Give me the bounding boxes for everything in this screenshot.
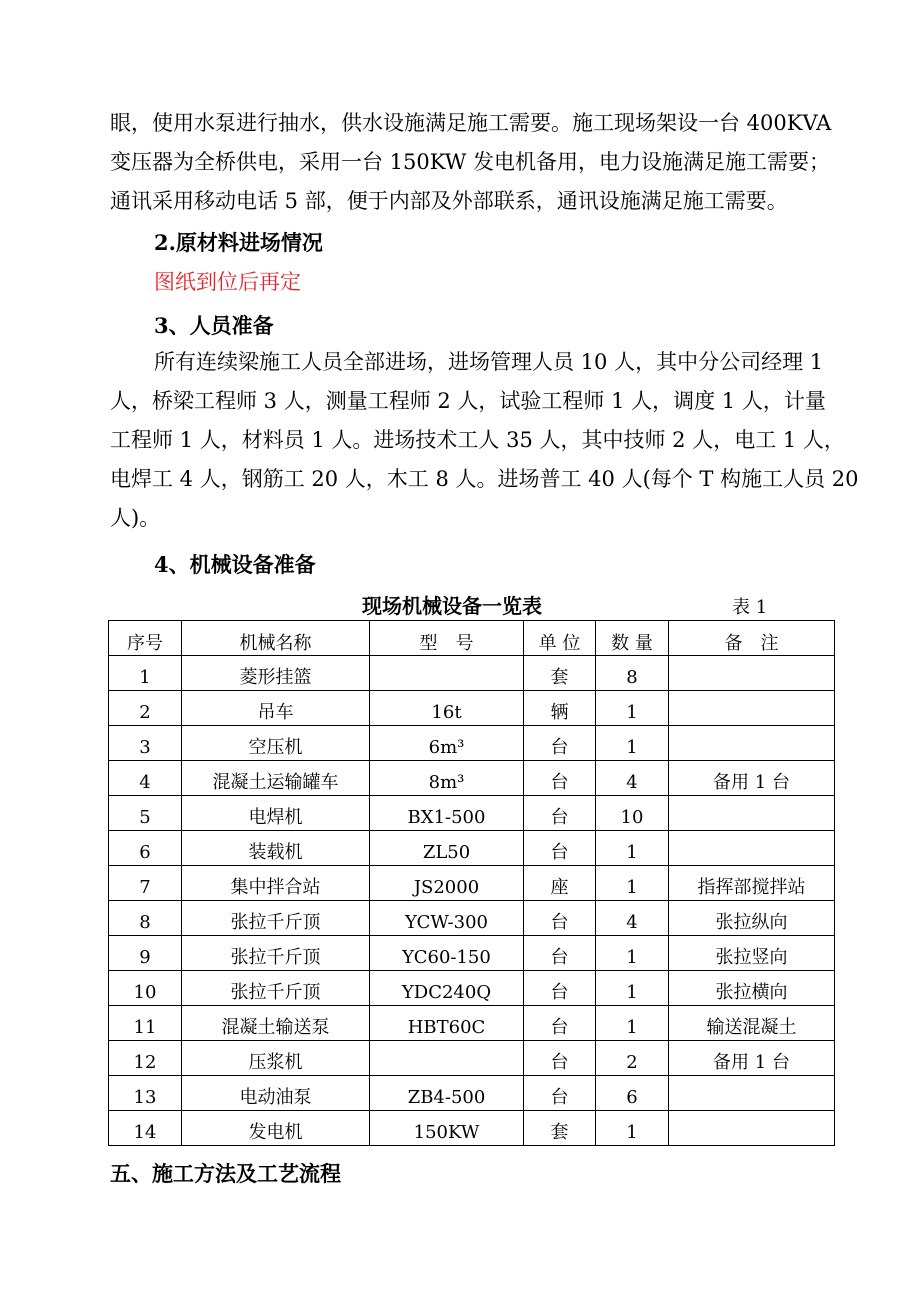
section-4-heading: 4、机械设备准备 [154,552,316,577]
table-cell [109,971,182,1006]
header-cell: 备 注 [669,621,835,656]
table-cell [669,1041,835,1076]
cell-text: 输送混凝土 [706,1017,797,1038]
cell-text: 台 [550,772,569,793]
cell-text: 张拉竖向 [715,947,788,968]
cell-text: 14 [133,1122,157,1143]
cell-text: 电焊机 [248,807,303,828]
table-row [109,1006,835,1041]
cell-text: 张拉横向 [715,982,788,1003]
cell-text: 台 [550,807,569,828]
cell-text: 4 [626,772,638,793]
text-line: 所有连续梁施工人员全部进场，进场管理人员 10 人，其中分公司经理 1 [154,350,824,374]
table-cell [370,1111,524,1146]
cell-text: 7 [139,877,151,898]
table-row [109,796,835,831]
table-cell [109,831,182,866]
cell-text: HBT60C [407,1017,486,1038]
table-cell [524,1006,596,1041]
cell-text: 13 [133,1087,157,1108]
table-cell [596,761,669,796]
table-cell [524,831,596,866]
table-cell [370,726,524,761]
table-cell [109,1111,182,1146]
table-cell [596,866,669,901]
table-cell [524,796,596,831]
intro-paragraph [110,104,836,221]
cell-text: BX1-500 [407,807,486,828]
cell-text: 1 [626,842,638,863]
cell-text: JS2000 [413,877,480,898]
table-number: 表 1 [732,597,768,618]
table-cell [669,691,835,726]
cell-text: 8m³ [428,772,465,793]
table-cell [182,691,370,726]
table-header-row [109,621,835,656]
cell-text: 12 [133,1052,157,1073]
table-cell [182,726,370,761]
table-cell [370,691,524,726]
table-cell [669,936,835,971]
cell-text: 5 [139,807,151,828]
table-cell [524,1041,596,1076]
table-cell [669,796,835,831]
cell-text: 压浆机 [248,1052,303,1073]
cell-text: 台 [550,1052,569,1073]
table-cell [109,1041,182,1076]
table-cell [669,1006,835,1041]
table-cell [669,866,835,901]
cell-text: 台 [550,737,569,758]
text-line: 变压器为全桥供电，采用一台 150KW 发电机备用，电力设施满足施工需要； [110,150,830,174]
table-row [109,936,835,971]
cell-text: 备用 1 台 [713,772,790,793]
table-cell [370,1041,524,1076]
table-cell [109,656,182,691]
cell-text: 张拉千斤顶 [230,982,321,1003]
cell-text: 1 [626,702,638,723]
table-cell [524,936,596,971]
table-cell [669,971,835,1006]
cell-text: 台 [550,1087,569,1108]
table-cell [596,796,669,831]
cell-text: 6m³ [428,737,465,758]
cell-text: 1 [626,737,638,758]
table-row [109,1111,835,1146]
cell-text: 6 [626,1087,638,1108]
cell-text: 空压机 [248,737,303,758]
cell-text: 11 [133,1017,157,1038]
text-line: 工程师 1 人，材料员 1 人。进场技术工人 35 人，其中技师 2 人，电工 1 人， [110,428,845,452]
text-line: 人，桥梁工程师 3 人，测量工程师 2 人，试验工程师 1 人，调度 1 人，计量 [110,389,826,413]
table-cell [370,796,524,831]
cell-text [669,1143,834,1145]
cell-text: 备用 1 台 [713,1052,790,1073]
table-cell [596,971,669,1006]
cell-text: 集中拌合站 [230,877,321,898]
table-cell [669,831,835,866]
table-cell [596,1041,669,1076]
cell-text: 电动油泵 [239,1087,312,1108]
table-row [109,831,835,866]
cell-text: 1 [626,982,638,1003]
cell-text: 台 [550,947,569,968]
table-cell [669,726,835,761]
table-cell [596,1076,669,1111]
table-cell [370,656,524,691]
table-cell [669,901,835,936]
cell-text: 9 [139,947,151,968]
cell-text: 装载机 [248,842,303,863]
table-cell [109,866,182,901]
table-cell [109,691,182,726]
table-cell [182,936,370,971]
table-row [109,1041,835,1076]
text-line: 电焊工 4 人，钢筋工 20 人，木工 8 人。进场普工 40 人(每个 T 构施工人员 20 [110,467,859,491]
header-cell: 序号 [109,621,182,656]
personnel-paragraph [110,343,859,538]
cell-text: 台 [550,912,569,933]
cell-text: 套 [550,667,569,688]
table-cell [669,656,835,691]
table-cell [182,901,370,936]
table-cell [596,901,669,936]
table-cell [182,796,370,831]
table-cell [669,761,835,796]
cell-text: ZL50 [422,842,471,863]
table-cell [370,1076,524,1111]
cell-text: 1 [626,877,638,898]
table-cell [182,1041,370,1076]
cell-text: 菱形挂篮 [239,667,312,688]
cell-text: 4 [626,912,638,933]
cell-text: 发电机 [248,1122,303,1143]
table-cell [370,866,524,901]
table-cell [524,691,596,726]
table-cell [669,1076,835,1111]
cell-text: ZB4-500 [407,1087,486,1108]
cell-text: 套 [550,1122,569,1143]
table-cell [109,796,182,831]
cell-text: 1 [139,667,151,688]
table-cell [182,831,370,866]
table-cell [109,726,182,761]
cell-text: 张拉千斤顶 [230,947,321,968]
table-row [109,1076,835,1111]
table-cell [596,831,669,866]
table-cell [109,761,182,796]
table-cell [370,831,524,866]
table-cell [182,656,370,691]
table-row [109,656,835,691]
table-row [109,866,835,901]
cell-text: 台 [550,982,569,1003]
table-row [109,726,835,761]
cell-text: 4 [139,772,151,793]
section-2-heading: 2.原材料进场情况 [154,230,323,255]
table-cell [596,726,669,761]
cell-text: 10 [133,982,157,1003]
table-cell [109,1006,182,1041]
cell-text: 1 [626,947,638,968]
cell-text: 2 [626,1052,638,1073]
section-5-heading: 五、施工方法及工艺流程 [110,1161,341,1186]
table-cell [370,761,524,796]
material-note: 图纸到位后再定 [154,270,301,294]
text-line: 人)。 [110,506,161,530]
cell-text: 座 [550,877,569,898]
table-body [109,656,835,1146]
cell-text: 混凝土输送泵 [221,1017,330,1038]
table-cell [182,1006,370,1041]
table-row [109,971,835,1006]
table-cell [596,936,669,971]
table-cell [182,1076,370,1111]
cell-text: 10 [620,807,644,828]
cell-text: 150KW [413,1122,480,1143]
table-caption: 现场机械设备一览表 [362,594,542,618]
cell-text: 台 [550,842,569,863]
cell-text: 6 [139,842,151,863]
cell-text: 1 [626,1017,638,1038]
table-cell [596,1006,669,1041]
header-cell: 单 位 [524,621,596,656]
cell-text: 台 [550,1017,569,1038]
table-cell [524,656,596,691]
cell-text: 8 [626,667,638,688]
cell-text: 1 [626,1122,638,1143]
table-cell [524,761,596,796]
table-cell [182,971,370,1006]
table-cell [596,1111,669,1146]
table-row [109,901,835,936]
cell-text: 辆 [550,702,569,723]
cell-text: 吊车 [257,702,294,723]
table-cell [182,866,370,901]
cell-text: YCW-300 [405,912,488,933]
text-line: 通讯采用移动电话 5 部，便于内部及外部联系，通讯设施满足施工需要。 [110,189,788,213]
table-cell [596,691,669,726]
cell-text: 16t [431,702,462,723]
cell-text: 张拉纵向 [715,912,788,933]
table-cell [370,901,524,936]
table-cell [109,1076,182,1111]
header-cell: 型 号 [370,621,524,656]
table-cell [524,866,596,901]
table-cell [524,726,596,761]
table-cell [370,971,524,1006]
cell-text: 2 [139,702,151,723]
table-row [109,761,835,796]
table-cell [524,1111,596,1146]
header-cell: 机械名称 [182,621,370,656]
table-cell [596,656,669,691]
table-row [109,691,835,726]
table-cell [524,971,596,1006]
cell-text: 混凝土运输罐车 [212,772,339,793]
cell-text: 张拉千斤顶 [230,912,321,933]
table-cell [109,901,182,936]
table-cell [370,1006,524,1041]
cell-text: 3 [139,737,151,758]
cell-text: YC60-150 [402,947,491,968]
table-cell [524,901,596,936]
table-cell [182,761,370,796]
table-cell [370,936,524,971]
cell-text: 8 [139,912,151,933]
table-cell [109,936,182,971]
cell-text: YDC240Q [401,982,492,1003]
section-3-heading: 3、人员准备 [154,313,274,338]
table-cell [524,1076,596,1111]
header-cell: 数 量 [596,621,669,656]
table-cell [182,1111,370,1146]
cell-text: 指挥部搅拌站 [697,877,806,898]
equipment-table [108,620,835,1146]
text-line: 眼，使用水泵进行抽水，供水设施满足施工需要。施工现场架设一台 400KVA [110,111,832,135]
table-cell [669,1111,835,1146]
